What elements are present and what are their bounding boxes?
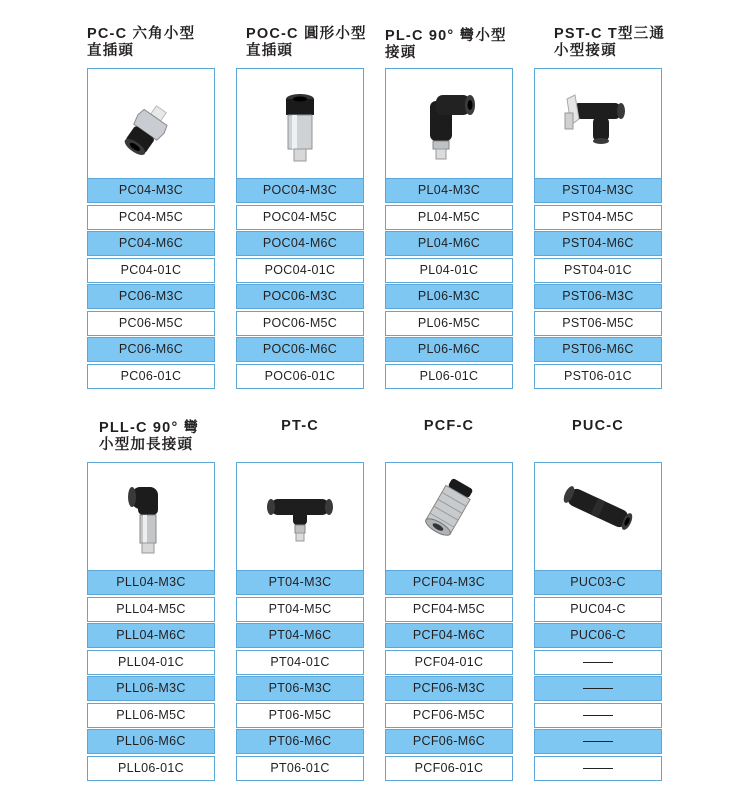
model-cell: PST06-M5C [534,311,662,336]
model-cell: POC06-M5C [236,311,364,336]
model-cell: POC06-M6C [236,337,364,362]
product-image-box [87,462,215,573]
dash-placeholder [583,662,613,663]
model-cell: PC06-M6C [87,337,215,362]
product-title: PUC-C [572,418,624,434]
model-cell: PC06-M3C [87,284,215,309]
empty-cell [534,703,662,728]
empty-cell [534,650,662,675]
model-cell: PLL06-01C [87,756,215,781]
dash-placeholder [583,715,613,716]
product-title: PCF-C [423,418,475,434]
model-cell: PT04-01C [236,650,364,675]
model-cell: POC04-M6C [236,231,364,256]
product-image-box [236,462,364,573]
model-cell: PST04-01C [534,258,662,283]
model-cell: PUC03-C [534,570,662,595]
model-cell: PC04-M5C [87,205,215,230]
hex-straight-fitting-icon [88,69,214,179]
model-cell: PCF06-M3C [385,676,513,701]
model-cell: PC04-01C [87,258,215,283]
model-cell: PLL04-M6C [87,623,215,648]
model-cell: PCF06-M5C [385,703,513,728]
model-cell: PCF04-01C [385,650,513,675]
empty-cell [534,756,662,781]
extended-elbow-fitting-icon [88,463,214,573]
model-cell: PT04-M6C [236,623,364,648]
model-cell: PST04-M3C [534,178,662,203]
model-cell: PUC04-C [534,597,662,622]
model-cell: PCF04-M3C [385,570,513,595]
model-cell: POC04-M5C [236,205,364,230]
model-cell: PLL04-M5C [87,597,215,622]
model-cell: PLL06-M5C [87,703,215,728]
model-cell: POC06-M3C [236,284,364,309]
model-cell: PT06-M6C [236,729,364,754]
model-cell: PST04-M6C [534,231,662,256]
model-cell: PL06-M6C [385,337,513,362]
tee-fitting-icon [237,463,363,573]
model-cell: PCF06-01C [385,756,513,781]
product-image-box [385,68,513,179]
model-cell: PL06-M3C [385,284,513,309]
female-connector-icon [386,463,512,573]
model-cell: PT04-M5C [236,597,364,622]
model-cell: PC04-M3C [87,178,215,203]
dash-placeholder [583,688,613,689]
model-cell: PLL06-M3C [87,676,215,701]
model-cell: POC04-01C [236,258,364,283]
product-image-box [385,462,513,573]
empty-cell [534,676,662,701]
product-image-box [534,462,662,573]
model-cell: PLL04-M3C [87,570,215,595]
model-cell: PL04-01C [385,258,513,283]
model-cell: PCF04-M5C [385,597,513,622]
model-cell: PL06-M5C [385,311,513,336]
model-cell: PC06-M5C [87,311,215,336]
dash-placeholder [583,768,613,769]
product-title: PL-C 90° 彎小型 接頭 [385,28,507,61]
product-image-box [87,68,215,179]
tee-branch-fitting-icon [535,69,661,179]
round-straight-fitting-icon [237,69,363,179]
product-title: PST-C T型三通 小型接頭 [554,26,666,59]
empty-cell [534,729,662,754]
model-cell: PLL06-M6C [87,729,215,754]
model-cell: PL04-M3C [385,178,513,203]
model-cell: PC06-01C [87,364,215,389]
product-image-box [236,68,364,179]
union-straight-fitting-icon [535,463,661,573]
model-cell: PC04-M6C [87,231,215,256]
model-cell: PT06-M3C [236,676,364,701]
elbow-fitting-icon [386,69,512,179]
model-cell: PCF04-M6C [385,623,513,648]
model-cell: PST06-M3C [534,284,662,309]
model-cell: PUC06-C [534,623,662,648]
model-cell: PT06-M5C [236,703,364,728]
product-image-box [534,68,662,179]
product-title: POC-C 圓形小型 直插頭 [246,26,367,59]
model-cell: PT04-M3C [236,570,364,595]
model-cell: PT06-01C [236,756,364,781]
product-title: PC-C 六角小型 直插頭 [87,26,196,59]
model-cell: PL06-01C [385,364,513,389]
dash-placeholder [583,741,613,742]
model-cell: PST04-M5C [534,205,662,230]
model-cell: PST06-M6C [534,337,662,362]
model-cell: PL04-M5C [385,205,513,230]
model-cell: PST06-01C [534,364,662,389]
model-cell: PL04-M6C [385,231,513,256]
model-cell: POC04-M3C [236,178,364,203]
model-cell: PLL04-01C [87,650,215,675]
product-title: PT-C [281,418,319,434]
product-title: PLL-C 90° 彎 小型加長接頭 [99,420,200,453]
model-cell: POC06-01C [236,364,364,389]
model-cell: PCF06-M6C [385,729,513,754]
